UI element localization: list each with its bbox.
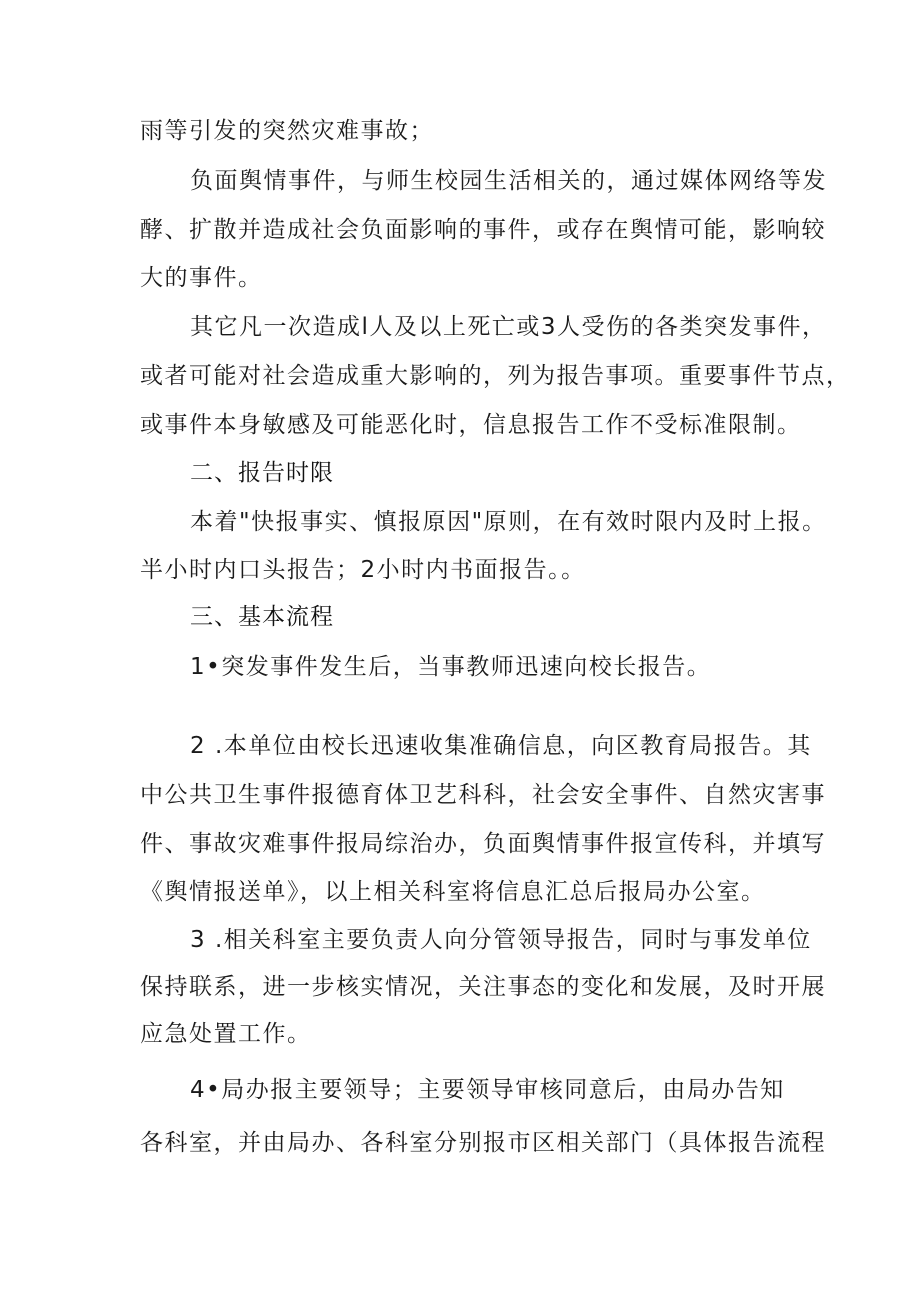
paragraph-line: 4•局办报主要领导；主要领导审核同意后，由局办告知 <box>190 1077 785 1103</box>
paragraph-line: 或者可能对社会造成重大影响的，列为报告事项。重要事件节点， <box>140 363 851 389</box>
paragraph-line: 大的事件。 <box>140 265 263 291</box>
paragraph-line: 件、事故灾难事件报局综治办，负面舆情事件报宣传科，并填写 <box>140 831 826 857</box>
section-heading: 二、报告时限 <box>190 460 334 486</box>
paragraph-line: 应急处置工作。 <box>140 1021 312 1047</box>
section-heading: 三、基本流程 <box>190 604 334 630</box>
paragraph-line: 3 .相关科室主要负责人向分管领导报告，同时与事发单位 <box>190 927 812 953</box>
paragraph-line: 1•突发事件发生后，当事教师迅速向校长报告。 <box>190 654 712 680</box>
paragraph-line: 雨等引发的突然灾难事故； <box>140 118 434 144</box>
paragraph-line: 2 .本单位由校长迅速收集准确信息，向区教育局报告。其 <box>190 733 812 759</box>
paragraph-line: 半小时内口头报告；2小时内书面报告。。 <box>140 557 586 583</box>
paragraph-line: 各科室，并由局办、各科室分别报市区相关部门（具体报告流程 <box>140 1130 826 1156</box>
paragraph-line: 负面舆情事件，与师生校园生活相关的，通过媒体网络等发 <box>190 168 827 194</box>
paragraph-line: 保持联系，进一步核实情况，关注事态的变化和发展，及时开展 <box>140 974 826 1000</box>
paragraph-line: 或事件本身敏感及可能恶化时，信息报告工作不受标准限制。 <box>140 412 802 438</box>
paragraph-line: 中公共卫生事件报德育体卫艺科科，社会安全事件、自然灾害事 <box>140 782 826 808</box>
paragraph-line: 其它凡一次造成l人及以上死亡或3人受伤的各类突发事件， <box>190 314 827 340</box>
paragraph-line: 酵、扩散并造成社会负面影响的事件，或存在舆情可能，影响较 <box>140 217 826 243</box>
paragraph-line: 本着"快报事实、慎报原因"原则，在有效时限内及时上报。 <box>190 509 827 535</box>
paragraph-line: 《舆情报送单》，以上相关科室将信息汇总后报局办公室。 <box>140 879 766 905</box>
